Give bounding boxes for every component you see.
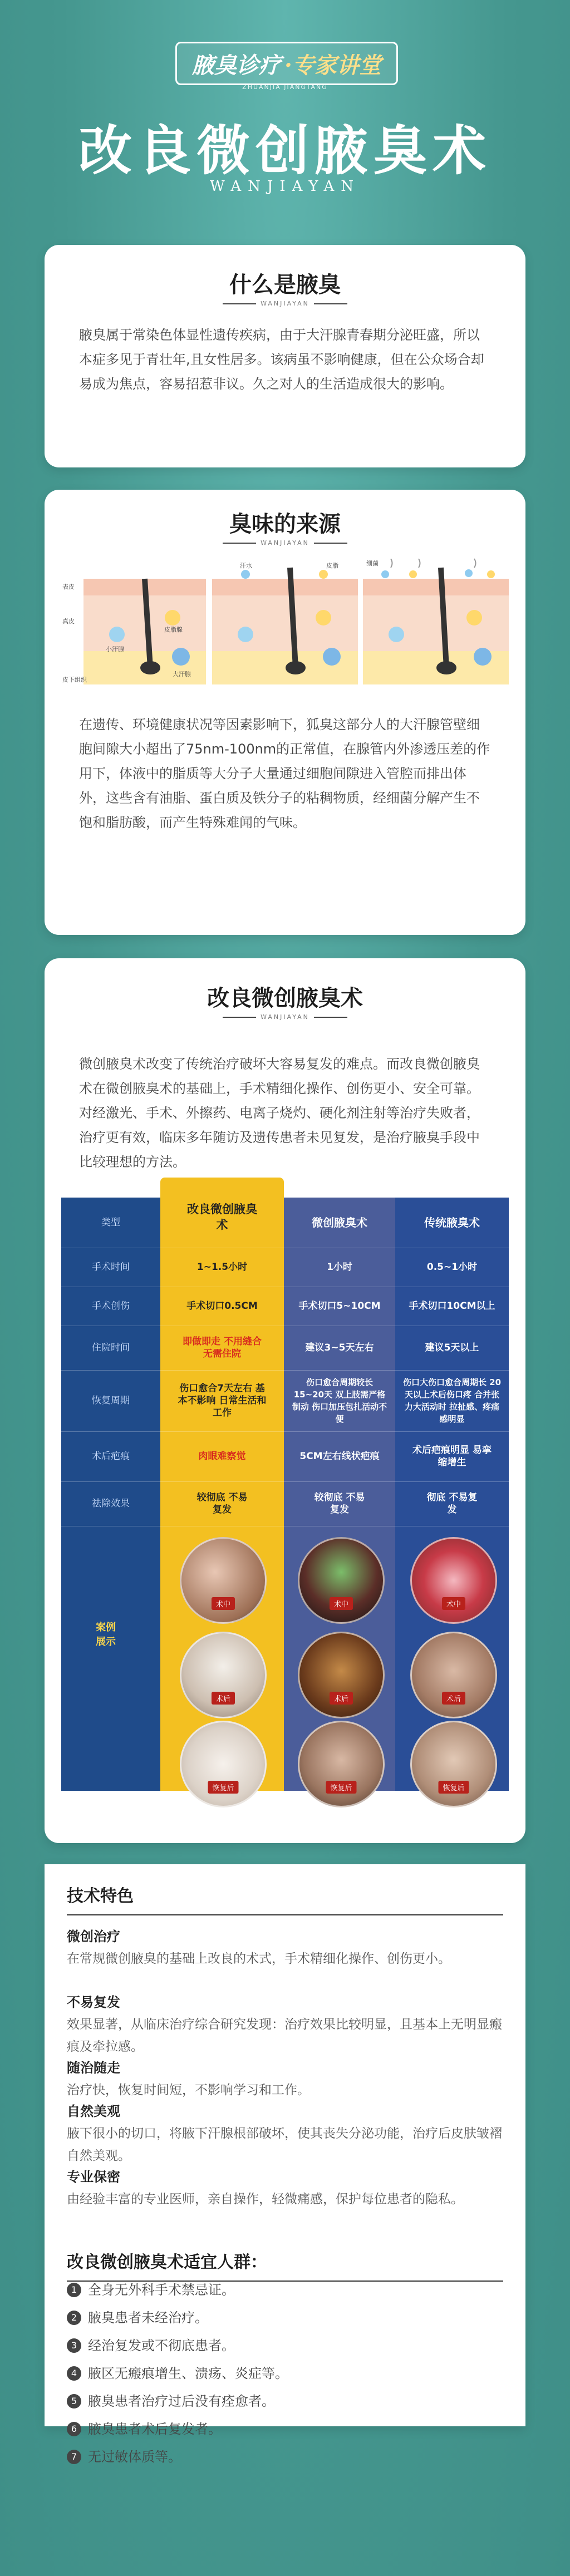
feature-item xyxy=(67,2057,503,2101)
cell-trad-wound: 手术切口10CM以上 xyxy=(409,1301,495,1312)
odor-source-title: 臭味的来源 xyxy=(229,511,341,537)
label-sebaceous: 皮脂腺 xyxy=(164,626,183,633)
cell-trad-recovery: 伤口大伤口愈合周期长 20天以上术后伤口疼 合并张力大活动时 拉扯感、疼痛感明显 xyxy=(402,1377,502,1424)
header-traditional: 传统腋臭术 xyxy=(424,1216,480,1229)
label-bacteria: 细菌 xyxy=(366,560,379,567)
case-photo-trad-recover: 恢复后 xyxy=(410,1721,497,1807)
case-photo-minimal-after: 术后 xyxy=(298,1632,385,1718)
row-label-wound: 手术创伤 xyxy=(92,1301,130,1312)
label-surface: 表皮 xyxy=(62,583,75,590)
header-improved: 改良微创腋臭术 xyxy=(187,1203,257,1232)
cell-improved-recovery: 伤口愈合7天左右 基本不影响 日常生活和工作 xyxy=(178,1383,267,1418)
row-label-hospital: 住院时间 xyxy=(92,1342,130,1353)
number-badge-icon: 4 xyxy=(67,2366,81,2381)
page-header xyxy=(0,0,570,211)
surgery-intro: 微创腋臭术改变了传统治疗破坏大容易复发的难点。而改良微创腋臭术在微创腋臭术的基础上，手术精细化操作、创伤更小、安全可靠。对经激光、手术、外擦药、电离子烧灼、硬化剂注射等治疗失败者，治疗更有效，临床多年随访及遗传患者未见复发，是治疗腋臭手段中比较理想的方法。 xyxy=(79,1056,480,1170)
list-item: 5 腋臭患者治疗过后没有痊愈者。 xyxy=(67,2387,503,2415)
list-item: 2 腋臭患者未经治疗。 xyxy=(67,2304,503,2332)
logo-right-text: ·专家讲堂 xyxy=(284,52,381,78)
row-label-recovery: 恢复周期 xyxy=(92,1395,130,1406)
label-large-gland: 大汗腺 xyxy=(173,671,191,678)
skin-diagram-1 xyxy=(61,556,207,688)
list-item xyxy=(67,2415,503,2443)
cell-improved-effect: 较彻底 不易复发 xyxy=(196,1492,248,1515)
skin-diagrams xyxy=(61,556,509,690)
cell-improved-time: 1~1.5小时 xyxy=(196,1262,248,1273)
comparison-table xyxy=(61,1198,509,1791)
row-label-scar: 术后疤痕 xyxy=(92,1451,130,1462)
number-badge-icon: 6 xyxy=(67,2422,81,2436)
case-photo-trad-during: 术中 xyxy=(410,1537,497,1624)
number-badge-icon: 5 xyxy=(67,2394,81,2408)
feature-desc: 效果显著，从临床治疗综合研究发现：治疗效果比较明显，且基本上无明显瘢痕及牵拉感。 xyxy=(67,2017,502,2054)
feature-heading: 自然美观 xyxy=(67,2104,120,2119)
what-is-card xyxy=(45,245,525,467)
cell-minimal-hospital: 建议3~5天左右 xyxy=(305,1342,374,1353)
tag-during: 术中 xyxy=(212,1597,235,1610)
list-item xyxy=(67,2443,503,2471)
label-subcutis: 皮下组织 xyxy=(62,676,87,683)
case-photo-trad-after: 术后 xyxy=(410,1632,497,1718)
number-badge-icon: 7 xyxy=(67,2450,81,2464)
feature-heading: 不易复发 xyxy=(67,1994,120,2010)
cell-trad-time: 0.5~1小时 xyxy=(426,1262,478,1273)
case-photo-improved-after xyxy=(180,1632,267,1718)
case-photo-minimal-recover: 恢复后 xyxy=(298,1721,385,1807)
odor-source-body: 在遗传、环境健康状况等因素影响下，狐臭这部分人的大汗腺管壁细胞间隙大小超出了75nm-100nm的正常值，在腺管内外渗透压差的作用下，体液中的脂质等大分子大量通过细胞间隙进入管腔而排出体外，这些含有油脂、蛋白质及铁分子的粘稠物质，经细菌分解产生不饱和脂肪酸，而产生特殊难闻的气味。 xyxy=(79,717,490,830)
features-card xyxy=(45,1864,525,2465)
surgery-card xyxy=(45,958,525,1843)
row-label-time: 手术时间 xyxy=(92,1262,130,1273)
odor-source-en: WANJIAYAN xyxy=(45,539,525,546)
case-show-label: 案例展示 xyxy=(96,1622,116,1648)
label-sweat: 汗水 xyxy=(240,562,252,569)
list-item: 1 全身无外科手术禁忌证。 xyxy=(67,2276,503,2304)
header-minimal: 微创腋臭术 xyxy=(312,1216,367,1229)
cell-minimal-scar: 5CM左右线状疤痕 xyxy=(299,1451,380,1462)
feature-item xyxy=(67,1925,503,1970)
cell-improved-wound: 手术切口0.5CM xyxy=(186,1301,258,1312)
cell-trad-effect: 彻底 不易复发 xyxy=(426,1492,478,1515)
number-badge-icon: 2 xyxy=(67,2311,81,2325)
cell-minimal-time: 1小时 xyxy=(327,1262,352,1273)
cell-minimal-recovery: 伤口愈合周期较长 15~20天 双上肢需严格制动 伤口加压包扎活动不便 xyxy=(292,1377,387,1424)
feature-desc: 腋下很小的切口，将腋下汗腺根部破坏，使其丧失分泌功能，治疗后皮肤皱褶自然美观。 xyxy=(67,2126,502,2163)
logo-badge xyxy=(175,42,398,85)
feature-heading: 随治随走 xyxy=(67,2060,120,2076)
feature-item xyxy=(67,2100,503,2167)
label-dermis: 真皮 xyxy=(62,618,75,625)
page-title: 改良微创腋臭术 xyxy=(78,120,492,182)
case-photo-improved-recover xyxy=(180,1721,267,1807)
feature-desc: 由经验丰富的专业医师，亲自操作，轻微痛感，保护每位患者的隐私。 xyxy=(67,2192,464,2206)
number-badge-icon: 1 xyxy=(67,2283,81,2297)
tag-recover: 恢复后 xyxy=(208,1781,238,1794)
what-is-title: 什么是腋臭 xyxy=(229,272,341,298)
list-item-text: 腋臭患者术后复发者。 xyxy=(88,2421,222,2437)
what-is-en: WANJIAYAN xyxy=(45,300,525,307)
case-photo-minimal-during: 术中 xyxy=(298,1537,385,1624)
cell-minimal-wound: 手术切口5~10CM xyxy=(298,1301,381,1312)
feature-heading: 微创治疗 xyxy=(67,1929,120,1944)
list-item: 3 经治复发或不彻底患者。 xyxy=(67,2332,503,2360)
page-subtitle: WANJIAYAN xyxy=(209,178,361,195)
surgery-title: 改良微创腋臭术 xyxy=(207,986,363,1011)
features-title: 技术特色 xyxy=(67,1882,503,1915)
cell-trad-hospital: 建议5天以上 xyxy=(425,1342,479,1353)
list-item: 4 腋区无瘢痕增生、溃疡、炎症等。 xyxy=(67,2360,503,2387)
feature-desc: 在常规微创腋臭的基础上改良的术式，手术精细化操作、创伤更小。 xyxy=(67,1952,451,1966)
suitable-list xyxy=(67,2276,503,2471)
label-sebum: 皮脂 xyxy=(326,562,338,569)
cell-improved-scar: 肉眼难察觉 xyxy=(198,1451,246,1462)
what-is-body: 腋臭属于常染色体显性遗传疾病，由于大汗腺青春期分泌旺盛，所以本症多见于青壮年,且女性居多。该病虽不影响健康，但在公众场合却易成为焦点，容易招惹非议。久之对人的生活造成很大的影响。 xyxy=(79,327,484,392)
feature-item xyxy=(67,1991,503,2058)
feature-desc: 治疗快，恢复时间短，不影响学习和工作。 xyxy=(67,2083,310,2097)
header-type: 类型 xyxy=(101,1217,120,1228)
row-label-effect: 祛除效果 xyxy=(92,1498,130,1509)
cell-improved-hospital: 即做即走 不用缝合 无需住院 xyxy=(183,1336,262,1360)
odor-source-card xyxy=(45,490,525,935)
suitable-title: 改良微创腋臭术适宜人群： xyxy=(67,2248,503,2282)
logo-left-text: 腋臭诊疗 xyxy=(192,52,282,78)
list-item-text: 无过敏体质等。 xyxy=(88,2449,181,2465)
label-small-gland: 小汗腺 xyxy=(106,646,124,653)
case-photo-improved-during xyxy=(180,1537,267,1624)
surgery-en: WANJIAYAN xyxy=(45,1013,525,1021)
cell-minimal-effect: 较彻底 不易复发 xyxy=(314,1492,365,1515)
feature-heading: 专业保密 xyxy=(67,2169,120,2185)
skin-diagram-2 xyxy=(212,556,358,688)
cell-trad-scar: 术后疤痕明显 易挛缩增生 xyxy=(412,1445,492,1468)
skin-diagram-3 xyxy=(363,556,509,688)
number-badge-icon: 3 xyxy=(67,2338,81,2353)
tag-after: 术后 xyxy=(212,1692,235,1705)
logo-subtitle: ZHUANJIA JIANGTANG xyxy=(242,83,328,91)
feature-item xyxy=(67,2166,503,2210)
